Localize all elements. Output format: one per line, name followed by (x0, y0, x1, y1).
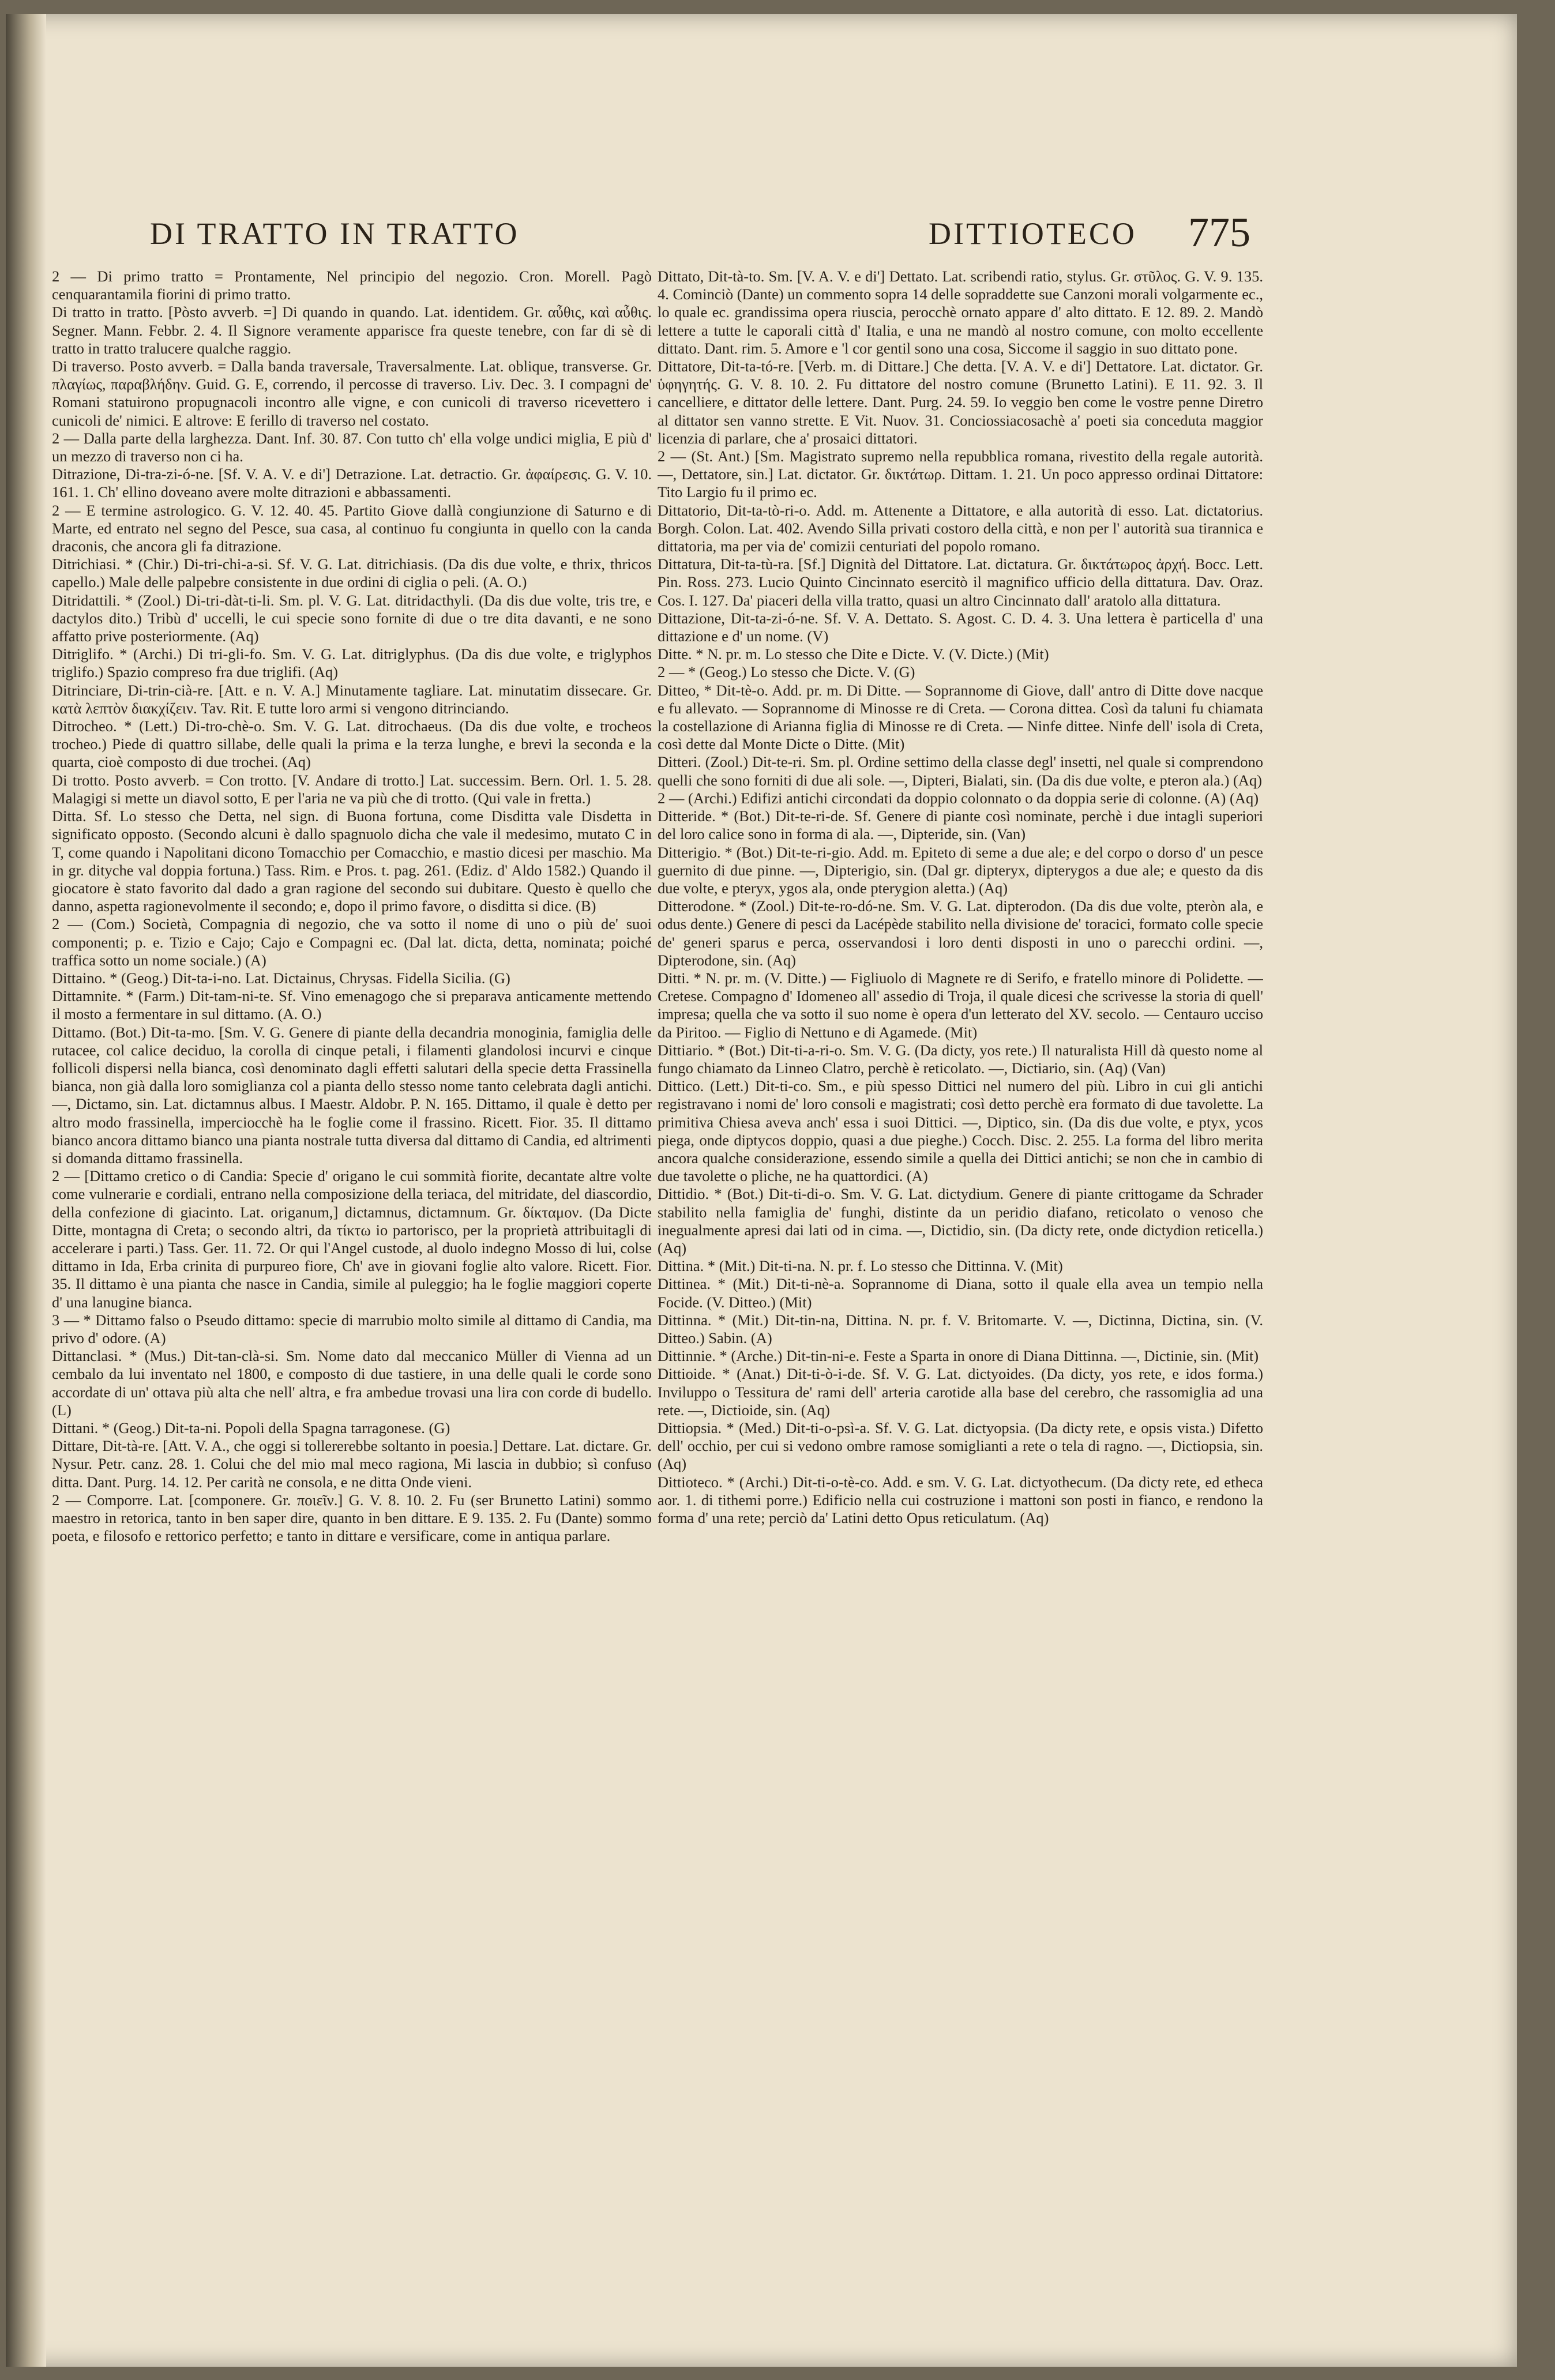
dictionary-entry: 2 — * (Geog.) Lo stesso che Dicte. V. (G) (658, 663, 915, 681)
dictionary-entry: Dittatorio, Dit-ta-tò-ri-o. Add. m. Attenente a Dittatore, e alla autorità di esso. Lat. dictatorius. Borgh. Colon. Lat. 402. Avendo Silla privati costoro della città, e non per l' autorità sua tirannica e dittatoria, ma per via de' comizii centuriati del popolo romano. (658, 501, 1263, 555)
page-number: 775 (1188, 209, 1250, 255)
dictionary-entry: Dittaino. * (Geog.) Dit-ta-i-no. Lat. Dictainus, Chrysas. Fidella Sicilia. (G) (52, 969, 510, 987)
dictionary-entry: 3 — * Dittamo falso o Pseudo dittamo: specie di marrubio molto simile al dittamo di Candia, ma privo d' odore. (A) (52, 1311, 652, 1347)
dictionary-entry: Dittatore, Dit-ta-tó-re. [Verb. m. di Dittare.] Che detta. [V. A. V. e di'] Dettatore. Lat. dictator. Gr. ὑφηγητής. G. V. 8. 10. 2. Fu dittatore del nostro comune (Brunetto Latini). E 11. 92. 3. Il cancelliere, e dittator delle lettere. Dant. Purg. 24. 59. Io veggio ben come le vostre penne Diretro al dittator sen vanno strette. E Vit. Nuov. 31. Conciossiacosachè a' poeti sia conceduta maggior licenzia di parlare, che a' prosaici dittatori. (658, 358, 1263, 447)
dictionary-entry: Ditrazione, Di-tra-zi-ó-ne. [Sf. V. A. V. e di'] Detrazione. Lat. detractio. Gr. ἀφαίρεσις. G. V. 10. 161. 1. Ch' ellino doveano avere molte ditrazioni e abbassamenti. (52, 465, 652, 501)
dictionary-entry: Ditterodone. * (Zool.) Dit-te-ro-dó-ne. Sm. V. G. Lat. dipterodon. (Da dis due volte, pteròn ala, e odus dente.) Genere di pesci da Lacépède stabilito nella divisione de' toracici, formato colle specie de' generi sparus e perca, osservandosi i loro denti disposti in uno o parecchi ordini. —, Dipterodone, sin. (Aq) (658, 897, 1263, 969)
dictionary-entry: Dittazione, Dit-ta-zi-ó-ne. Sf. V. A. Dettato. S. Agost. C. D. 4. 3. Una lettera è particella d' una dittazione e d' un nome. (V) (658, 609, 1263, 645)
dictionary-entry: Dittatura, Dit-ta-tù-ra. [Sf.] Dignità del Dittatore. Lat. dictatura. Gr. δικτάτωρος ἀρχή. Bocc. Lett. Pin. Ross. 273. Lucio Quinto Cincinnato esercitò il magnifico ufficio della dittatura. Dav. Oraz. Cos. I. 127. Da' piaceri della villa tratto, quasi un altro Cincinnato dall' aratolo alla dittatura. (658, 555, 1263, 609)
dictionary-entry: Ditte. * N. pr. m. Lo stesso che Dite e Dicte. V. (V. Dicte.) (Mit) (658, 645, 1049, 663)
dictionary-entry: Ditteride. * (Bot.) Dit-te-ri-de. Sf. Genere di piante così nominate, perchè i due intagli superiori del loro calice sono in forma di ala. —, Dipteride, sin. (Van) (658, 807, 1263, 843)
dictionary-entry: Ditriglifo. * (Archi.) Di tri-gli-fo. Sm. V. G. Lat. ditriglyphus. (Da dis due volte, e triglyphos triglifo.) Spazio compreso fra due triglifi. (Aq) (52, 645, 652, 681)
dictionary-entry: 2 — (Com.) Società, Compagnia di negozio, che va sotto il nome di uno o più de' suoi componenti; p. e. Tizio e Cajo; Cajo e Compagni ec. (Dal lat. dicta, detta, nominata; poiché traffica sotto un nome sociale.) (A) (52, 915, 652, 969)
left-column (52, 268, 652, 2130)
dictionary-entry: Ditteri. (Zool.) Dit-te-ri. Sm. pl. Ordine settimo della classe degl' insetti, nel quale si comprendono quelli che sono forniti di due ali sole. —, Dipteri, Bialati, sin. (Da dis due volte, e pteron ala.) (Aq) (658, 753, 1263, 789)
dictionary-entry: Dittiario. * (Bot.) Dit-ti-a-ri-o. Sm. V. G. (Da dicty, yos rete.) Il naturalista Hill dà questo nome al fungo chiamato da Linneo Clatro, perchè è reticolato. —, Dictiario, sin. (Aq) (Van) (658, 1041, 1263, 1077)
dictionary-entry: Dittanclasi. * (Mus.) Dit-tan-clà-si. Sm. Nome dato dal meccanico Müller di Vienna ad un cembalo da lui inventato nel 1800, e composto di due tastiere, in una delle quali le corde sono accordate di un' ottava più alta che nell' altra, e fra ambedue trovasi una lira con corde di budello. (L) (52, 1347, 652, 1419)
dictionary-entry: Dittinnie. * (Arche.) Dit-tin-ni-e. Feste a Sparta in onore di Diana Dittinna. —, Dictinie, sin. (Mit) (658, 1347, 1259, 1365)
dictionary-entry: Dittina. * (Mit.) Dit-ti-na. N. pr. f. Lo stesso che Dittinna. V. (Mit) (658, 1257, 1063, 1275)
dictionary-entry: Dittamnite. * (Farm.) Dit-tam-ni-te. Sf. Vino emenagogo che si preparava anticamente mettendo il mosto a fermentare in sul dittamo. (A. O.) (52, 987, 652, 1023)
header-right-title: DITTIOTECO (929, 216, 1137, 251)
dictionary-entry: Di tratto in tratto. [Pòsto avverb. =] Di quando in quando. Lat. identidem. Gr. αὖθις, καὶ αὖθις. Segner. Mann. Febbr. 2. 4. Il Signore veramente apparisce fra queste tenebre, con far di sè di tratto in tratto tralucere qualche raggio. (52, 303, 652, 357)
dictionary-entry: Ditterigio. * (Bot.) Dit-te-ri-gio. Add. m. Epiteto di seme a due ale; e del corpo o dorso d' un pesce guernito di due pinne. —, Dipterigio, sin. (Dal gr. dipteryx, dipterygos a due ale; e questo da dis due volte, e pteryx, ygos ala, onde pterygion aletta.) (Aq) (658, 843, 1263, 897)
dictionary-entry: 2 — (St. Ant.) [Sm. Magistrato supremo nella repubblica romana, rivestito della regale autorità. —, Dettatore, sin.] Lat. dictator. Gr. δικτάτωρ. Dittam. 1. 21. Un poco appresso ordinai Dittatore: Tito Largio fu il primo ec. (658, 448, 1263, 501)
dictionary-entry: Ditrinciare, Di-trin-cià-re. [Att. e n. V. A.] Minutamente tagliare. Lat. minutatim dissecare. Gr. κατὰ λεπτὸν διακχίζειν. Tav. Rit. E tutte loro armi si vengono ditrinciando. (52, 681, 652, 717)
dictionary-entry: Dittidio. * (Bot.) Dit-ti-di-o. Sm. V. G. Lat. dictydium. Genere di piante crittogame da Schrader stabilito nella famiglia de' funghi, distinte da un peridio diafano, reticolato o venoso che inegualmente apresi dai lati od in cima. —, Dictidio, sin. (Da dicty rete, onde dictydion reticella.) (Aq) (658, 1185, 1263, 1257)
dictionary-entry: Dittinna. * (Mit.) Dit-tin-na, Dittina. N. pr. f. V. Britomarte. V. —, Dictinna, Dictina, sin. (V. Ditteo.) Sabin. (A) (658, 1311, 1263, 1347)
dictionary-entry: Di trotto. Posto avverb. = Con trotto. [V. Andare di trotto.] Lat. successim. Bern. Orl. 1. 5. 28. Malagigi si mette un diavol sotto, E per l'aria ne va più che di trotto. (Qui vale in fretta.) (52, 771, 652, 807)
dictionary-entry: Dittiopsia. * (Med.) Dit-ti-o-psì-a. Sf. V. G. Lat. dictyopsia. (Da dicty rete, e opsis vista.) Difetto dell' occhio, per cui si vedono ombre ramose somiglianti a rete o tela di ragno. —, Dictiopsia, sin. (Aq) (658, 1419, 1263, 1473)
dictionary-entry: 2 — Comporre. Lat. [componere. Gr. ποιεῖν.] G. V. 8. 10. 2. Fu (ser Brunetto Latini) sommo maestro in retorica, tanto in ben saper dire, quanto in ben dittare. E 9. 135. 2. Fu (Dante) sommo poeta, e filosofo e rettorico perfetto; e tanto in dittare e versificare, come in antiqua parlare. (52, 1491, 652, 1545)
dictionary-entry: Ditridattili. * (Zool.) Di-tri-dàt-ti-li. Sm. pl. V. G. Lat. ditridacthyli. (Da dis due volte, tris tre, e dactylos dito.) Tribù d' uccelli, le cui specie sono fornite di due o tre dita davanti, e ne sono affatto prive posteriormente. (Aq) (52, 591, 652, 645)
dictionary-entry: Dittioteco. * (Archi.) Dit-ti-o-tè-co. Add. e sm. V. G. Lat. dictyothecum. (Da dicty rete, ed etheca aor. 1. di tithemi porre.) Edificio nella cui costruzione i mattoni son posti in fianco, e rendono la forma d' una rete; perciò da' Latini detto Opus reticulatum. (Aq) (658, 1473, 1263, 1527)
dictionary-entry: Dittare, Dit-tà-re. [Att. V. A., che oggi si tollererebbe soltanto in poesia.] Dettare. Lat. dictare. Gr. Nysur. Petr. canz. 28. 1. Colui che del mio mal meco ragiona, Mi lascia in dubbio; sì confuso ditta. Dant. Purg. 14. 12. Per carità ne consola, e ne ditta Onde vieni. (52, 1437, 652, 1491)
header-left-title: DI TRATTO IN TRATTO (150, 216, 520, 251)
dictionary-entry: Ditrocheo. * (Lett.) Di-tro-chè-o. Sm. V. G. Lat. ditrochaeus. (Da dis due volte, e trocheos trocheo.) Piede di quattro sillabe, delle quali la prima e la terza lunghe, e brevi la seconda e la quarta, cioè composto di due trochei. (Aq) (52, 717, 652, 771)
dictionary-entry: 2 — E termine astrologico. G. V. 12. 40. 45. Partito Giove dallà congiunzione di Saturno e di Marte, ed entrato nel segno del Pesce, sua casa, al continuo fu congiunta in quello con la canda draconis, che ancora gli fa ditrazione. (52, 501, 652, 555)
dictionary-entry: Ditti. * N. pr. m. (V. Ditte.) — Figliuolo di Magnete re di Serifo, e fratello minore di Polidette. — Cretese. Compagno d' Idomeneo all' assedio di Troja, il quale dicesi che scrivesse la storia di quell' impresa; quella che va sotto il suo nome è opera d'un letterato del XV. secolo. — Centauro ucciso da Piritoo. — Figlio di Nettuno e di Agamede. (Mit) (658, 969, 1263, 1041)
dictionary-entry: 2 — Di primo tratto = Prontamente, Nel principio del negozio. Cron. Morell. Pagò cenquarantamila fiorini di primo tratto. (52, 268, 652, 303)
dictionary-entry: Dittato, Dit-tà-to. Sm. [V. A. V. e di'] Dettato. Lat. scribendi ratio, stylus. Gr. στῦλος. G. V. 9. 135. 4. Cominciò (Dante) un commento sopra 14 delle sopraddette sue Canzoni morali volgarmente ec., lo quale ec. grandissima opera riuscia, perocchè ornato appare d' alto dittato. E 12. 89. 2. Mandò lettere a tutte le caporali città d' Italia, e una ne mandò al nostro comune, con molto eccellente dittato. Dant. rim. 5. Amore e 'l cor gentil sono una cosa, Siccome il saggio in suo dittato pone. (658, 268, 1263, 357)
dictionary-entry: Dittico. (Lett.) Dit-ti-co. Sm., e più spesso Dittici nel numero del più. Libro in cui gli antichi registravano i nomi de' loro consoli e magistrati; così detto perchè era formato di due tavolette. La primitiva Chiesa aveva anch' essa i suoi Dittici. —, Diptico, sin. (Da dis due volte, e ptyx, ycos piega, onde diptycos doppio, quasi a due pieghe.) Cocch. Disc. 2. 255. La forma del libro merita ancora qualche considerazione, essendo simile a quella dei Dittici antichi; se non che in cambio di due tavolette o pliche, ne ha quattordici. (A) (658, 1077, 1263, 1185)
dictionary-page (6, 14, 1517, 2367)
book-gutter (6, 14, 46, 2367)
dictionary-entry: Ditta. Sf. Lo stesso che Detta, nel sign. di Buona fortuna, come Disditta vale Disdetta in significato opposto. (Secondo alcuni è dallo spagnuolo dicha che vale il medesimo, mutato C in T, come quando i Napolitani dicono Tomacchio per Comacchio, e mastio dicesi per maschio. Ma in gr. dityche val doppia fortuna.) Tass. Rim. e Pros. t. pag. 261. (Ediz. d' Aldo 1582.) Quando il giocatore è stato favorito dal dado a gran ragione del secondo sui dubitare. Questo è quello che danno, aspetta ragionevolmente il secondo; e, dopo il primo favore, o disditta si dice. (B) (52, 807, 652, 915)
dictionary-entry: Dittamo. (Bot.) Dit-ta-mo. [Sm. V. G. Genere di piante della decandria monoginia, famiglia delle rutacee, col calice deciduo, la corolla di cinque petali, i filamenti glandolosi incurvi e cinque follicoli dispersi nella bianca, così denominato dagli effetti salutari della specie detta Frassinella bianca, non già dalla loro somiglianza col a pianta dello stesso nome tanto celebrata dagli antichi. —, Dictamo, sin. Lat. dictamnus albus. I Maestr. Aldobr. P. N. 165. Dittamo, il quale è detto per altro modo frassinella, imperciocchè ha le foglie come il frassino. Ricett. Fior. 35. Il dittamo bianco ancora dittamo bianco una pianta nostrale tutta diversa dal dittamo di Candia, ed altrimenti si domanda dittamo frassinella. (52, 1023, 652, 1167)
dictionary-entry: Di traverso. Posto avverb. = Dalla banda traversale, Traversalmente. Lat. oblique, transverse. Gr. πλαγίως, παραβλήδην. Guid. G. E, correndo, il percosse di traverso. Liv. Dec. 3. I compagni de' Romani statuirono propugnacoli incontro alle vigne, e con cunicoli di traverso ricevettero i cunicoli de' nimici. E altrove: E ferillo di traverso nel costato. (52, 358, 652, 429)
dictionary-entry: Dittinea. * (Mit.) Dit-ti-nè-a. Soprannome di Diana, sotto il quale ella avea un tempio nella Focide. (V. Ditteo.) (Mit) (658, 1275, 1263, 1311)
dictionary-entry: 2 — [Dittamo cretico o di Candia: Specie d' origano le cui sommità fiorite, decantate altre volte come vulnerarie e cordiali, entrano nella composizione della teriaca, del mitridate, del diascordio, della confezione di giacinto. Lat. origanum,] dictamnus, dictamnum. Gr. δίκταμον. (Da Dicte Ditte, montagna di Creta; o secondo altri, da τίκτω io partorisco, per la proprietà attribuitagli di accelerare i parti.) Tass. Ger. 11. 72. Or qui l'Angel custode, al duolo indegno Mosso di lui, colse dittamo in Ida, Erba crinita di purpureo fiore, Ch' ave in giovani foglie alto valore. Ricett. Fior. 35. Il dittamo è una pianta che nasce in Candia, simile al puleggio; ha le foglie maggiori coperte d' una lanugine bianca. (52, 1167, 652, 1311)
dictionary-entry: 2 — Dalla parte della larghezza. Dant. Inf. 30. 87. Con tutto ch' ella volge undici miglia, E più d' un mezzo di traverso non ci ha. (52, 429, 652, 465)
dictionary-entry: Ditrichiasi. * (Chir.) Di-tri-chi-a-si. Sf. V. G. Lat. ditrichiasis. (Da dis due volte, e thrix, thricos capello.) Male delle palpebre consistente in due ordini di ciglia o peli. (A. O.) (52, 555, 652, 591)
dictionary-entry: 2 — (Archi.) Edifizi antichi circondati da doppio colonnato o da doppia serie di colonne. (A) (Aq) (658, 789, 1259, 807)
running-header (6, 209, 1517, 262)
dictionary-entry: Ditteo, * Dit-tè-o. Add. pr. m. Di Ditte. — Soprannome di Giove, dall' antro di Ditte dove nacque e fu allevato. — Soprannome di Minosse re di Creta. — Corona dittea. Così da taluni fu chiamata la costellazione di Arianna figlia di Minosse re di Creta. — Ninfe dittee. Ninfe dell' isola di Creta, così dette dal Monte Dicte o Ditte. (Mit) (658, 681, 1263, 753)
dictionary-entry: Dittani. * (Geog.) Dit-ta-ni. Popoli della Spagna tarragonese. (G) (52, 1419, 450, 1437)
right-column (658, 268, 1263, 2130)
dictionary-entry: Dittioide. * (Anat.) Dit-ti-ò-i-de. Sf. V. G. Lat. dictyoides. (Da dicty, yos rete, e idos forma.) Inviluppo o Tessitura de' rami dell' arteria carotide alla base del cerebro, che rassomiglia ad una rete. —, Dictioide, sin. (Aq) (658, 1365, 1263, 1419)
